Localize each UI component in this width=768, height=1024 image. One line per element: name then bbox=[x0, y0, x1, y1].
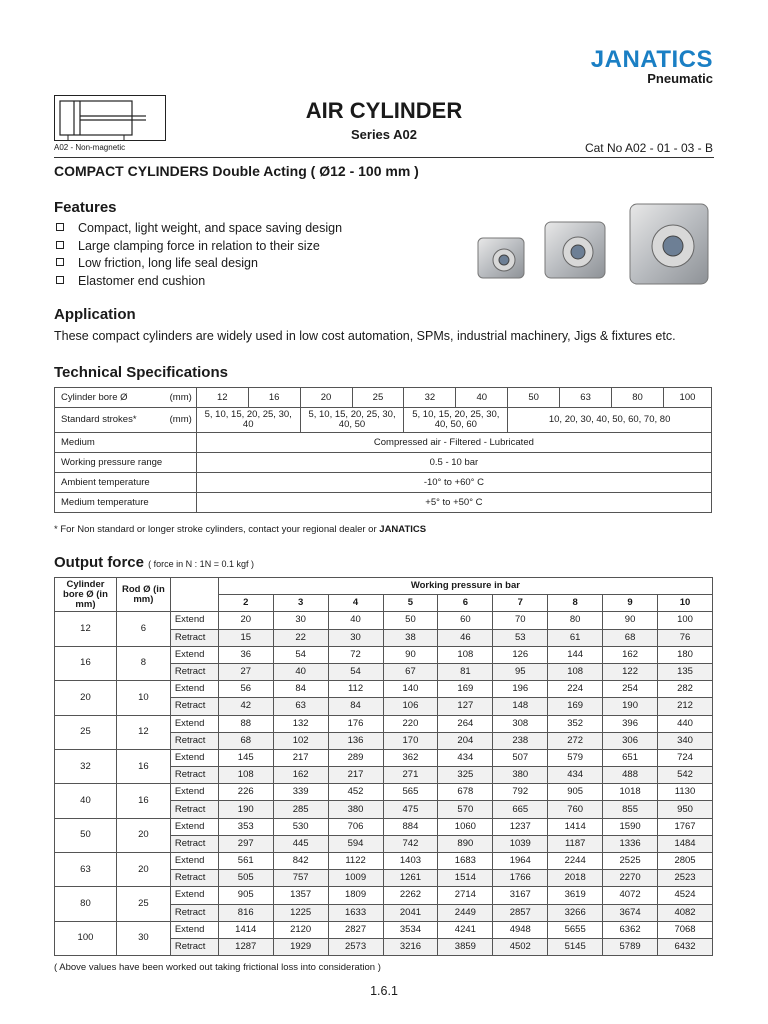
force-value-cell: 1130 bbox=[658, 784, 713, 801]
force-value-cell: 169 bbox=[548, 698, 603, 715]
force-value-cell: 81 bbox=[438, 663, 493, 680]
bore-cell: 20 bbox=[55, 681, 117, 715]
force-value-cell: 1187 bbox=[548, 835, 603, 852]
rod-cell: 8 bbox=[116, 646, 170, 680]
direction-label: Retract bbox=[170, 732, 218, 749]
force-value-cell: 816 bbox=[218, 904, 273, 921]
force-value-cell: 1964 bbox=[493, 853, 548, 870]
direction-label: Extend bbox=[170, 818, 218, 835]
force-value-cell: 507 bbox=[493, 749, 548, 766]
force-value-cell: 1357 bbox=[273, 887, 328, 904]
direction-label: Retract bbox=[170, 698, 218, 715]
table-row: Ambient temperature -10° to +60° C bbox=[55, 473, 712, 493]
force-value-cell: 60 bbox=[438, 612, 493, 629]
force-value-cell: 190 bbox=[218, 801, 273, 818]
force-value-cell: 440 bbox=[658, 715, 713, 732]
force-value-cell: 434 bbox=[438, 749, 493, 766]
force-value-cell: 1683 bbox=[438, 853, 493, 870]
force-value-cell: 2244 bbox=[548, 853, 603, 870]
bore-cell: 63 bbox=[55, 853, 117, 887]
application-heading: Application bbox=[54, 306, 136, 323]
force-value-cell: 42 bbox=[218, 698, 273, 715]
force-value-cell: 4948 bbox=[493, 921, 548, 938]
force-value-cell: 217 bbox=[273, 749, 328, 766]
force-value-cell: 271 bbox=[383, 767, 438, 784]
force-value-cell: 380 bbox=[328, 801, 383, 818]
force-value-cell: 1009 bbox=[328, 870, 383, 887]
force-value-cell: 1225 bbox=[273, 904, 328, 921]
force-value-cell: 842 bbox=[273, 853, 328, 870]
force-value-cell: 362 bbox=[383, 749, 438, 766]
force-value-cell: 4072 bbox=[603, 887, 658, 904]
medium-cylinder-icon bbox=[545, 222, 605, 278]
direction-label: Retract bbox=[170, 835, 218, 852]
force-value-cell: 3534 bbox=[383, 921, 438, 938]
force-value-cell: 325 bbox=[438, 767, 493, 784]
table-row bbox=[55, 921, 713, 938]
rod-cell: 20 bbox=[116, 818, 170, 852]
force-value-cell: 542 bbox=[658, 767, 713, 784]
force-value-cell: 2449 bbox=[438, 904, 493, 921]
rod-cell: 25 bbox=[116, 887, 170, 921]
force-value-cell: 5145 bbox=[548, 938, 603, 955]
tech-specs-heading: Technical Specifications bbox=[54, 364, 228, 381]
force-value-cell: 3859 bbox=[438, 938, 493, 955]
bore-cell: 100 bbox=[55, 921, 117, 955]
force-value-cell: 308 bbox=[493, 715, 548, 732]
tech-specs-table bbox=[54, 387, 712, 513]
direction-label: Extend bbox=[170, 853, 218, 870]
force-value-cell: 162 bbox=[603, 646, 658, 663]
output-force-heading: Output force ( force in N : 1N = 0.1 kgf ) bbox=[54, 554, 254, 571]
force-value-cell: 20 bbox=[218, 612, 273, 629]
rod-cell: 6 bbox=[116, 612, 170, 646]
bore-cell: 25 bbox=[55, 715, 117, 749]
table-row: Medium temperature +5° to +50° C bbox=[55, 493, 712, 513]
force-value-cell: 1767 bbox=[658, 818, 713, 835]
direction-label: Retract bbox=[170, 663, 218, 680]
force-value-cell: 7068 bbox=[658, 921, 713, 938]
force-value-cell: 2805 bbox=[658, 853, 713, 870]
force-value-cell: 212 bbox=[658, 698, 713, 715]
force-value-cell: 2041 bbox=[383, 904, 438, 921]
checkbox-bullet-icon bbox=[56, 241, 64, 249]
force-value-cell: 905 bbox=[218, 887, 273, 904]
catalog-number: Cat No A02 - 01 - 03 - B bbox=[584, 141, 713, 155]
direction-label: Extend bbox=[170, 715, 218, 732]
force-value-cell: 6362 bbox=[603, 921, 658, 938]
table-row bbox=[55, 612, 713, 629]
force-value-cell: 4502 bbox=[493, 938, 548, 955]
brand-name: JANATICS bbox=[590, 46, 713, 73]
force-value-cell: 1414 bbox=[218, 921, 273, 938]
force-value-cell: 665 bbox=[493, 801, 548, 818]
force-value-cell: 352 bbox=[548, 715, 603, 732]
force-value-cell: 67 bbox=[383, 663, 438, 680]
force-value-cell: 530 bbox=[273, 818, 328, 835]
force-value-cell: 1060 bbox=[438, 818, 493, 835]
direction-label: Extend bbox=[170, 681, 218, 698]
force-value-cell: 220 bbox=[383, 715, 438, 732]
force-value-cell: 122 bbox=[603, 663, 658, 680]
force-value-cell: 396 bbox=[603, 715, 658, 732]
pressure-header: 9 bbox=[603, 595, 658, 612]
force-value-cell: 6432 bbox=[658, 938, 713, 955]
force-value-cell: 76 bbox=[658, 629, 713, 646]
force-value-cell: 4524 bbox=[658, 887, 713, 904]
force-value-cell: 136 bbox=[328, 732, 383, 749]
force-value-cell: 61 bbox=[548, 629, 603, 646]
force-value-cell: 50 bbox=[383, 612, 438, 629]
force-value-cell: 1018 bbox=[603, 784, 658, 801]
bore-cell: 16 bbox=[55, 646, 117, 680]
table-row bbox=[55, 784, 713, 801]
bore-cell: 32 bbox=[55, 749, 117, 783]
product-photo-group bbox=[470, 200, 720, 290]
checkbox-bullet-icon bbox=[56, 223, 64, 231]
table-row: Medium Compressed air - Filtered - Lubricated bbox=[55, 433, 712, 453]
output-force-table bbox=[54, 577, 713, 956]
bore-cell: 12 bbox=[55, 612, 117, 646]
force-value-cell: 102 bbox=[273, 732, 328, 749]
force-value-cell: 72 bbox=[328, 646, 383, 663]
force-value-cell: 757 bbox=[273, 870, 328, 887]
force-value-cell: 2827 bbox=[328, 921, 383, 938]
force-value-cell: 706 bbox=[328, 818, 383, 835]
force-value-cell: 224 bbox=[548, 681, 603, 698]
table-row: Standard strokes* (mm) 5, 10, 15, 20, 25, 30, 40 5, 10, 15, 20, 25, 30, 40, 50 5, 10, 15, 20, 25, 30, 40, 50, 60 10, 20, 30, 40, 50, 60, 70, 80 bbox=[55, 408, 712, 433]
force-value-cell: 112 bbox=[328, 681, 383, 698]
stroke-note: * For Non standard or longer stroke cylinders, contact your regional dealer or JANATICS bbox=[54, 524, 427, 535]
direction-label: Retract bbox=[170, 767, 218, 784]
force-value-cell: 1287 bbox=[218, 938, 273, 955]
force-value-cell: 46 bbox=[438, 629, 493, 646]
table-row bbox=[55, 887, 713, 904]
pressure-header: 7 bbox=[493, 595, 548, 612]
direction-label: Retract bbox=[170, 870, 218, 887]
force-value-cell: 1766 bbox=[493, 870, 548, 887]
force-value-cell: 1122 bbox=[328, 853, 383, 870]
force-value-cell: 2857 bbox=[493, 904, 548, 921]
force-value-cell: 297 bbox=[218, 835, 273, 852]
force-value-cell: 651 bbox=[603, 749, 658, 766]
force-value-cell: 855 bbox=[603, 801, 658, 818]
force-value-cell: 1633 bbox=[328, 904, 383, 921]
force-value-cell: 340 bbox=[658, 732, 713, 749]
bore-column-header: Cylinder bore Ø (in mm) bbox=[55, 578, 117, 612]
force-value-cell: 63 bbox=[273, 698, 328, 715]
force-value-cell: 272 bbox=[548, 732, 603, 749]
rod-cell: 12 bbox=[116, 715, 170, 749]
pressure-header: 8 bbox=[548, 595, 603, 612]
force-value-cell: 3167 bbox=[493, 887, 548, 904]
checkbox-bullet-icon bbox=[56, 258, 64, 266]
force-value-cell: 84 bbox=[328, 698, 383, 715]
force-value-cell: 950 bbox=[658, 801, 713, 818]
force-value-cell: 890 bbox=[438, 835, 493, 852]
force-value-cell: 170 bbox=[383, 732, 438, 749]
list-item: Low friction, long life seal design bbox=[56, 255, 342, 273]
direction-label: Retract bbox=[170, 801, 218, 818]
force-value-cell: 2525 bbox=[603, 853, 658, 870]
force-value-cell: 238 bbox=[493, 732, 548, 749]
force-value-cell: 4241 bbox=[438, 921, 493, 938]
direction-label: Extend bbox=[170, 921, 218, 938]
table-row bbox=[55, 681, 713, 698]
direction-label: Retract bbox=[170, 629, 218, 646]
force-value-cell: 339 bbox=[273, 784, 328, 801]
list-item: Compact, light weight, and space saving design bbox=[56, 220, 342, 238]
force-value-cell: 1261 bbox=[383, 870, 438, 887]
pressure-header: 4 bbox=[328, 595, 383, 612]
force-value-cell: 53 bbox=[493, 629, 548, 646]
force-value-cell: 106 bbox=[383, 698, 438, 715]
direction-label: Retract bbox=[170, 904, 218, 921]
force-value-cell: 100 bbox=[658, 612, 713, 629]
checkbox-bullet-icon bbox=[56, 276, 64, 284]
force-value-cell: 254 bbox=[603, 681, 658, 698]
force-value-cell: 2573 bbox=[328, 938, 383, 955]
force-value-cell: 1929 bbox=[273, 938, 328, 955]
pressure-header: 10 bbox=[658, 595, 713, 612]
force-value-cell: 15 bbox=[218, 629, 273, 646]
bore-cell: 50 bbox=[55, 818, 117, 852]
force-value-cell: 1484 bbox=[658, 835, 713, 852]
pressure-header: 3 bbox=[273, 595, 328, 612]
product-subtitle: COMPACT CYLINDERS Double Acting ( Ø12 - 100 mm ) bbox=[54, 163, 419, 179]
bore-cell: 40 bbox=[55, 784, 117, 818]
force-value-cell: 724 bbox=[658, 749, 713, 766]
table-header-row bbox=[55, 578, 713, 595]
force-value-cell: 742 bbox=[383, 835, 438, 852]
force-value-cell: 264 bbox=[438, 715, 493, 732]
force-value-cell: 488 bbox=[603, 767, 658, 784]
direction-label: Extend bbox=[170, 646, 218, 663]
force-value-cell: 3266 bbox=[548, 904, 603, 921]
force-value-cell: 56 bbox=[218, 681, 273, 698]
force-value-cell: 3216 bbox=[383, 938, 438, 955]
force-value-cell: 760 bbox=[548, 801, 603, 818]
force-value-cell: 884 bbox=[383, 818, 438, 835]
table-row bbox=[55, 853, 713, 870]
application-text: These compact cylinders are widely used in low cost automation, SPMs, industrial machinery, Jigs & fixtures etc. bbox=[54, 329, 676, 343]
table-row bbox=[55, 749, 713, 766]
force-value-cell: 145 bbox=[218, 749, 273, 766]
force-value-cell: 40 bbox=[273, 663, 328, 680]
page-title: AIR CYLINDER bbox=[305, 98, 463, 123]
force-value-cell: 68 bbox=[603, 629, 658, 646]
header-divider bbox=[54, 157, 714, 158]
force-value-cell: 1414 bbox=[548, 818, 603, 835]
table-row: Cylinder bore Ø (mm) 12 16 20 25 32 40 50 63 80 100 bbox=[55, 388, 712, 408]
force-value-cell: 108 bbox=[438, 646, 493, 663]
force-value-cell: 1237 bbox=[493, 818, 548, 835]
force-value-cell: 3619 bbox=[548, 887, 603, 904]
force-value-cell: 30 bbox=[328, 629, 383, 646]
force-value-cell: 84 bbox=[273, 681, 328, 698]
force-value-cell: 148 bbox=[493, 698, 548, 715]
table-row bbox=[55, 646, 713, 663]
force-value-cell: 285 bbox=[273, 801, 328, 818]
force-value-cell: 40 bbox=[328, 612, 383, 629]
direction-label: Extend bbox=[170, 612, 218, 629]
force-value-cell: 180 bbox=[658, 646, 713, 663]
list-item: Elastomer end cushion bbox=[56, 273, 342, 291]
force-value-cell: 792 bbox=[493, 784, 548, 801]
table-row bbox=[55, 715, 713, 732]
rod-column-header: Rod Ø (in mm) bbox=[116, 578, 170, 612]
force-value-cell: 140 bbox=[383, 681, 438, 698]
force-value-cell: 561 bbox=[218, 853, 273, 870]
force-value-cell: 1514 bbox=[438, 870, 493, 887]
force-value-cell: 2262 bbox=[383, 887, 438, 904]
janatics-logo bbox=[591, 48, 713, 86]
force-value-cell: 127 bbox=[438, 698, 493, 715]
output-footnote: ( Above values have been worked out taking frictional loss into consideration ) bbox=[54, 962, 381, 973]
force-value-cell: 144 bbox=[548, 646, 603, 663]
force-value-cell: 108 bbox=[548, 663, 603, 680]
force-value-cell: 1336 bbox=[603, 835, 658, 852]
force-value-cell: 445 bbox=[273, 835, 328, 852]
force-value-cell: 176 bbox=[328, 715, 383, 732]
large-cylinder-icon bbox=[630, 204, 708, 284]
features-heading: Features bbox=[54, 199, 117, 216]
force-value-cell: 36 bbox=[218, 646, 273, 663]
force-value-cell: 88 bbox=[218, 715, 273, 732]
rod-cell: 20 bbox=[116, 853, 170, 887]
force-value-cell: 5789 bbox=[603, 938, 658, 955]
table-row: Working pressure range 0.5 - 10 bar bbox=[55, 453, 712, 473]
force-value-cell: 90 bbox=[383, 646, 438, 663]
force-value-cell: 54 bbox=[328, 663, 383, 680]
page-number: 1.6.1 bbox=[370, 984, 398, 998]
force-value-cell: 132 bbox=[273, 715, 328, 732]
force-value-cell: 90 bbox=[603, 612, 658, 629]
force-value-cell: 204 bbox=[438, 732, 493, 749]
force-value-cell: 5655 bbox=[548, 921, 603, 938]
direction-label: Extend bbox=[170, 749, 218, 766]
force-value-cell: 38 bbox=[383, 629, 438, 646]
force-value-cell: 380 bbox=[493, 767, 548, 784]
force-value-cell: 579 bbox=[548, 749, 603, 766]
brand-subtitle: Pneumatic bbox=[647, 71, 713, 86]
force-value-cell: 282 bbox=[658, 681, 713, 698]
rod-cell: 10 bbox=[116, 681, 170, 715]
force-value-cell: 434 bbox=[548, 767, 603, 784]
force-value-cell: 1809 bbox=[328, 887, 383, 904]
features-list bbox=[56, 220, 342, 290]
force-value-cell: 452 bbox=[328, 784, 383, 801]
direction-label: Extend bbox=[170, 887, 218, 904]
force-value-cell: 353 bbox=[218, 818, 273, 835]
force-value-cell: 95 bbox=[493, 663, 548, 680]
force-value-cell: 22 bbox=[273, 629, 328, 646]
pressure-group-header: Working pressure in bar bbox=[218, 578, 712, 595]
force-value-cell: 2270 bbox=[603, 870, 658, 887]
force-value-cell: 905 bbox=[548, 784, 603, 801]
force-value-cell: 54 bbox=[273, 646, 328, 663]
pressure-header: 5 bbox=[383, 595, 438, 612]
bore-cell: 80 bbox=[55, 887, 117, 921]
force-value-cell: 678 bbox=[438, 784, 493, 801]
list-item: Large clamping force in relation to their size bbox=[56, 238, 342, 256]
small-cylinder-icon bbox=[478, 238, 524, 278]
force-value-cell: 594 bbox=[328, 835, 383, 852]
series-label: Series A02 bbox=[350, 127, 417, 142]
force-value-cell: 2120 bbox=[273, 921, 328, 938]
rod-cell: 16 bbox=[116, 784, 170, 818]
force-value-cell: 565 bbox=[383, 784, 438, 801]
force-value-cell: 126 bbox=[493, 646, 548, 663]
force-value-cell: 162 bbox=[273, 767, 328, 784]
direction-label: Extend bbox=[170, 784, 218, 801]
force-value-cell: 1403 bbox=[383, 853, 438, 870]
force-value-cell: 505 bbox=[218, 870, 273, 887]
rod-cell: 30 bbox=[116, 921, 170, 955]
force-value-cell: 4082 bbox=[658, 904, 713, 921]
force-value-cell: 196 bbox=[493, 681, 548, 698]
force-value-cell: 190 bbox=[603, 698, 658, 715]
force-value-cell: 306 bbox=[603, 732, 658, 749]
force-value-cell: 475 bbox=[383, 801, 438, 818]
force-value-cell: 30 bbox=[273, 612, 328, 629]
force-value-cell: 68 bbox=[218, 732, 273, 749]
force-value-cell: 1590 bbox=[603, 818, 658, 835]
force-value-cell: 135 bbox=[658, 663, 713, 680]
rod-cell: 16 bbox=[116, 749, 170, 783]
force-value-cell: 570 bbox=[438, 801, 493, 818]
force-value-cell: 2018 bbox=[548, 870, 603, 887]
force-value-cell: 27 bbox=[218, 663, 273, 680]
direction-label: Retract bbox=[170, 938, 218, 955]
force-value-cell: 2523 bbox=[658, 870, 713, 887]
table-row bbox=[55, 818, 713, 835]
force-value-cell: 70 bbox=[493, 612, 548, 629]
pressure-header: 2 bbox=[218, 595, 273, 612]
pressure-header: 6 bbox=[438, 595, 493, 612]
force-value-cell: 217 bbox=[328, 767, 383, 784]
force-value-cell: 1039 bbox=[493, 835, 548, 852]
force-value-cell: 2714 bbox=[438, 887, 493, 904]
force-value-cell: 3674 bbox=[603, 904, 658, 921]
force-value-cell: 169 bbox=[438, 681, 493, 698]
symbol-caption: A02 - Non-magnetic bbox=[54, 143, 126, 152]
force-value-cell: 80 bbox=[548, 612, 603, 629]
force-value-cell: 108 bbox=[218, 767, 273, 784]
force-value-cell: 226 bbox=[218, 784, 273, 801]
force-value-cell: 289 bbox=[328, 749, 383, 766]
